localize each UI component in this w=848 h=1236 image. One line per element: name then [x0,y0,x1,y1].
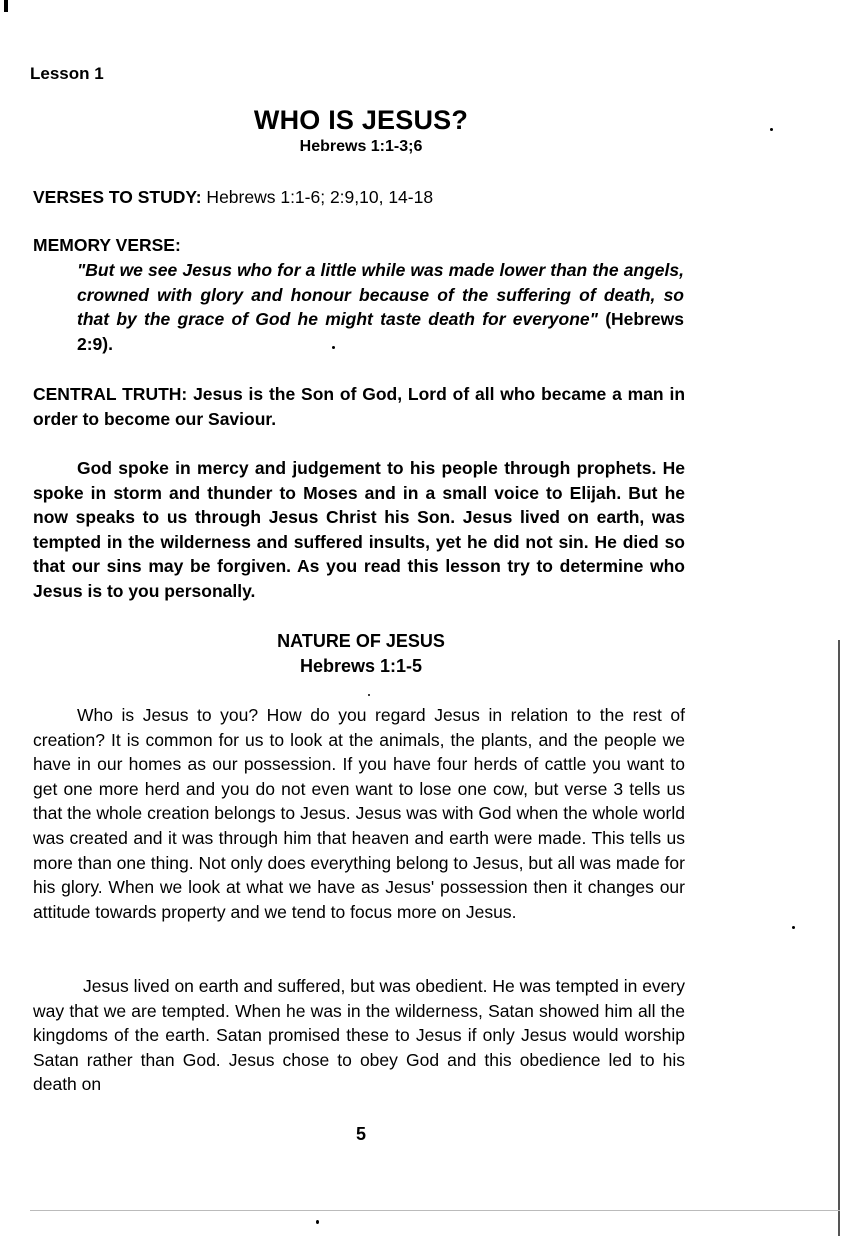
section-title: NATURE OF JESUS [277,631,445,651]
title-scripture-ref: Hebrews 1:1-3;6 [299,138,423,155]
verses-label: VERSES TO STUDY: [33,187,202,207]
page-number: 5 [356,1124,367,1144]
scan-speck [770,128,773,131]
intro-paragraph: God spoke in mercy and judgement to his people through prophets. He spoke in storm and thunder to Moses and in a small voice to Elijah. But he now speaks to us through Jesus Christ his Son. Jesus lived on earth, was tempted in the wilderness and suffered insults, yet he did not sin. He died so that our sins may be forgiven. As you read this lesson try to determine who Jesus is to you personally. [33,458,685,601]
section-scripture-ref: Hebrews 1:1-5 [299,656,423,676]
central-truth [33,382,685,431]
scan-speck [332,346,335,349]
scan-speck [792,926,795,929]
central-truth-label: CENTRAL TRUTH: [33,384,188,404]
scan-edge-line [30,1210,840,1211]
body-paragraph: Who is Jesus to you? How do you regard Jesus in relation to the rest of creation? It is common for us to look at the animals, the plants, and the people we have in our homes as our possession. If you have four herds of cattle you want to get one more herd and you do not even want to lose one cow, but verse 3 tells us that the whole creation belongs to Jesus. Jesus was with God when the whole world was created and it was through him that heaven and earth were made. This tells us more than one thing. Not only does everything belong to Jesus, but all was made for his glory. When we look at what we have as Jesus' possession then it changes our attitude towards property and we tend to focus more on Jesus. [33,705,685,922]
memory-verse-ref: (Hebrews 2:9). [77,309,684,354]
scan-mark [4,0,8,12]
verses-to-study [33,185,685,210]
section-heading [0,629,722,679]
page-title: WHO IS JESUS? [253,105,469,135]
verses-value: Hebrews 1:1-6; 2:9,10, 14-18 [201,187,434,207]
scan-speck [368,694,370,696]
memory-verse-quote: "But we see Jesus who for a little while was made lower than the angels, crowned with glory and honour because of the suffering of death, so that by the grace of God he might taste death for everyone" [77,260,684,330]
body-paragraph: Jesus lived on earth and suffered, but was obedient. He was tempted in every way that we are tempted. When he was in the wilderness, Satan showed him all the kingdoms of the earth. Satan promised these to Jesus if only Jesus would worship Satan rather than God. Jesus chose to obey God and this obedience led to his death on [33,976,685,1095]
scan-edge-line [838,640,840,1236]
scan-speck [316,1220,319,1224]
memory-verse [77,258,684,356]
lesson-label: Lesson 1 [30,64,104,83]
memory-verse-label: MEMORY VERSE: [33,235,181,255]
title-block [0,104,722,158]
central-truth-text: Jesus is the Son of God, Lord of all who became a man in order to become our Saviour. [33,384,686,429]
